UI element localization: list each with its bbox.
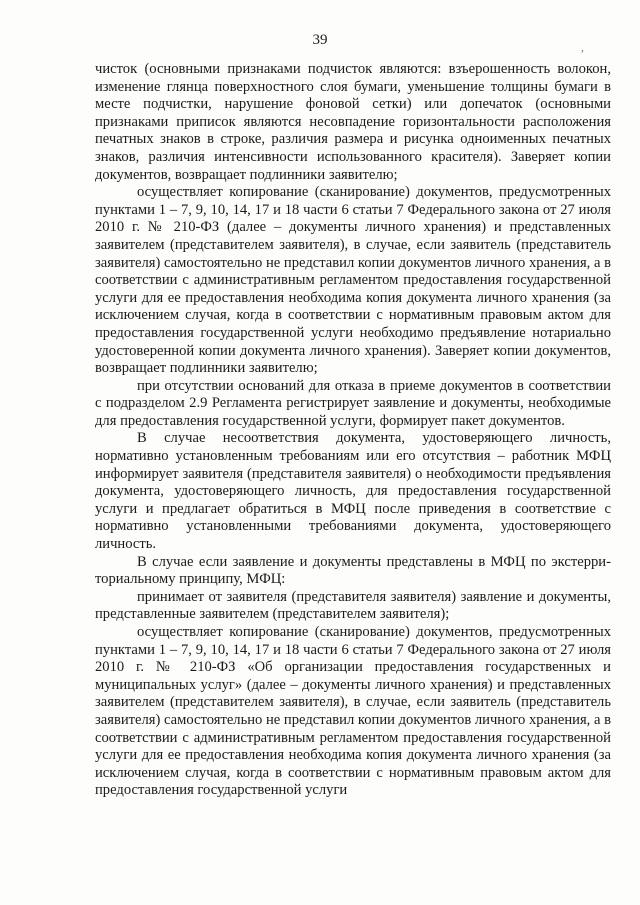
paragraph-1: чисток (основными признаками подчисток являются: взъерошенность волокон, изменение глянца поверхностного слоя бумаги, уменьшение толщины бумаги в месте подчистки, нарушение фоновой сетки) или допечаток (основными признаками приписок являются несовпадение горизонтальности расположения печатных знаков в строке, различия размера и рисунка одноименных печатных знаков, различия интенсивности использованного красителя). Заверяет копии документов, возвращает подлинники заявителю; <box>95 61 611 183</box>
paragraph-6: принимает от заявителя (представителя заявителя) заявление и документы, представленные заявителем (представителем заявителя); <box>95 588 611 623</box>
scan-mark: , <box>581 40 584 54</box>
paragraph-2: осуществляет копирование (сканирование) документов, предусмотренных пунктами 1 – 7, 9, 10, 14, 17 и 18 части 6 статьи 7 Федерального закона от 27 июля 2010 г. № 210-ФЗ (далее – документы личного хранения) и представленных заявителем (представителем заявителя), в случае, если заявитель (представитель заявителя) самостоятельно не представил копии документов личного хранения, а в соответствии с административным регламентом предоставления государственной услуги для ее предоставления необходима копия документа личного хранения (за исключением случая, когда в соответствии с нормативным правовым актом для предоставления государственной услуги необходимо предъявление нотариально удостоверенной копии документа личного хранения). Заверяет копии документов, возвращает подлинники заявителю; <box>95 184 611 377</box>
body-text <box>95 61 611 800</box>
page-number: 39 <box>312 32 328 48</box>
paragraph-5: В случае если заявление и документы представлены в МФЦ по экстерриториальному принципу, МФЦ: <box>95 553 611 588</box>
paragraph-7: осуществляет копирование (сканирование) документов, предусмотренных пунктами 1 – 7, 9, 10, 14, 17 и 18 части 6 статьи 7 Федерального закона от 27 июля 2010 г. № 210-ФЗ «Об организации предоставления государственных и муниципальных услуг» (далее – документы личного хранения) и представленных заявителем (представителем заявителя), в случае, если заявитель (представитель заявителя) самостоятельно не представил копии документов личного хранения, а в соответствии с административным регламентом предоставления государственной услуги для ее предоставления необходима копия документа личного хранения (за исключением случая, когда в соответствии с нормативным правовым актом для предоставления государственной услуги <box>95 624 611 799</box>
paragraph-4: В случае несоответствия документа, удостоверяющего личность, нормативно установленным требованиям или его отсутствия – работник МФЦ информирует заявителя (представителя заявителя) о необходимости предъявления документа, удостоверяющего личность, для предоставления государственной услуги и предлагает обратиться в МФЦ после приведения в соответствие с нормативно установленными требованиями документа, удостоверяющего личность. <box>95 430 611 553</box>
paragraph-3: при отсутствии оснований для отказа в приеме документов в соответствии с подразделом 2.9 Регламента регистрирует заявление и документы, необходимые для предоставления государственной услуги, формирует пакет документов. <box>95 377 611 429</box>
